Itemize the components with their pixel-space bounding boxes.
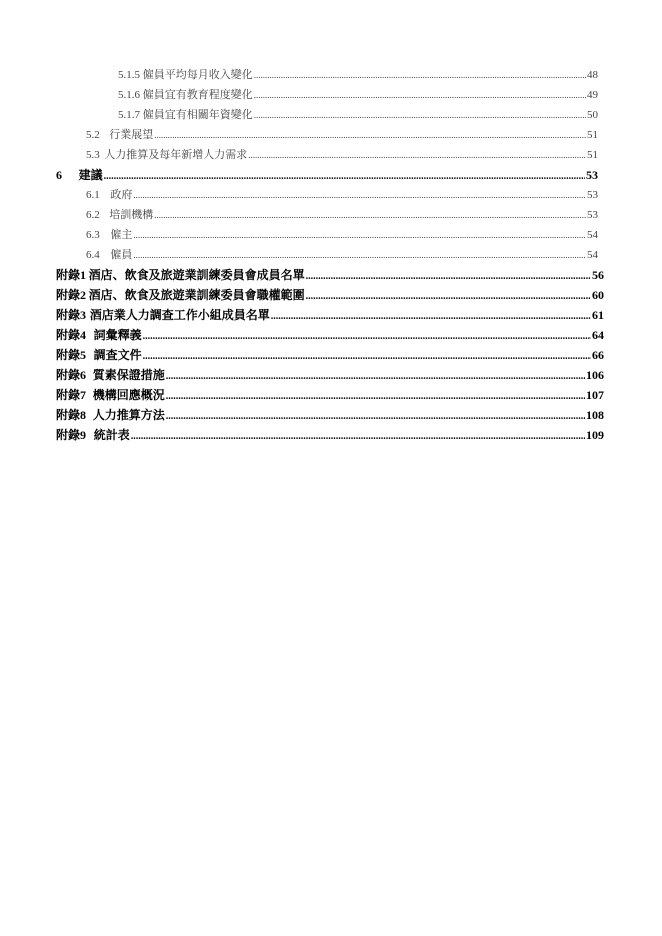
appendix-prefix: 附錄 <box>56 348 81 362</box>
toc-entry-page: 53 <box>587 209 598 221</box>
toc-appendix-8[interactable] <box>56 406 604 423</box>
dot-leader <box>166 411 585 422</box>
toc-entry-5-1-5[interactable] <box>118 66 598 82</box>
appendix-prefix: 附錄 <box>56 408 81 422</box>
toc-entry-chapter-6[interactable] <box>56 166 598 183</box>
toc-entry-5-3[interactable] <box>86 146 598 162</box>
appendix-title: 機構回應概況 <box>92 388 165 402</box>
toc-entry-page: 50 <box>587 109 598 121</box>
toc-entry-number: 5.1.6 <box>118 89 140 101</box>
toc-entry-title: 培訓機構 <box>109 209 154 221</box>
appendix-number: 2 <box>80 288 87 302</box>
appendix-page: 108 <box>586 408 604 422</box>
appendix-title: 酒店業人力調查工作小組成員名單 <box>89 308 270 322</box>
toc-entry-6-3[interactable] <box>86 226 598 242</box>
toc-entry-number: 6.4 <box>86 249 100 261</box>
dot-leader <box>133 250 586 260</box>
dot-leader <box>166 391 585 402</box>
toc-entry-title: 僱員宜有教育程度變化 <box>142 89 253 101</box>
appendix-title: 人力推算方法 <box>92 408 165 422</box>
toc-entry-number: 6 <box>56 168 62 182</box>
toc-entry-title: 僱員 <box>110 249 133 261</box>
appendix-number: 4 <box>80 328 87 342</box>
toc-entry-title: 政府 <box>110 189 133 201</box>
appendix-page: 66 <box>592 348 604 362</box>
appendix-title: 調查文件 <box>93 348 142 362</box>
toc-appendix-2[interactable] <box>56 286 604 303</box>
appendix-prefix: 附錄 <box>56 388 81 402</box>
toc-entry-page: 48 <box>587 69 598 81</box>
toc-appendix-1[interactable] <box>56 266 604 283</box>
toc-entry-page: 54 <box>587 249 598 261</box>
toc-entry-6-4[interactable] <box>86 246 598 262</box>
toc-entry-number: 5.1.5 <box>118 69 140 81</box>
dot-leader <box>104 171 585 182</box>
toc-entry-number: 6.3 <box>86 229 100 241</box>
toc-entry-title: 僱員宜有相關年資變化 <box>142 109 253 121</box>
appendix-prefix: 附錄 <box>56 308 81 322</box>
appendix-page: 109 <box>586 428 604 442</box>
toc-entry-title: 人力推算及每年新增人力需求 <box>104 149 248 161</box>
dot-leader <box>133 190 586 200</box>
toc-entry-title: 僱員平均每月收入變化 <box>142 69 253 81</box>
appendix-number: 5 <box>80 348 87 362</box>
appendix-prefix: 附錄 <box>56 328 81 342</box>
appendix-number: 8 <box>80 408 87 422</box>
toc-entry-page: 51 <box>587 129 598 141</box>
appendix-page: 64 <box>592 328 604 342</box>
dot-leader <box>143 351 591 362</box>
appendix-number: 3 <box>80 308 87 322</box>
appendix-title: 統計表 <box>93 428 130 442</box>
toc-entry-5-2[interactable] <box>86 126 598 142</box>
dot-leader <box>306 271 591 282</box>
toc-entry-title: 建議 <box>78 168 103 182</box>
dot-leader <box>306 291 591 302</box>
dot-leader <box>131 431 585 442</box>
toc-entry-number: 5.2 <box>86 129 100 141</box>
toc-entry-page: 53 <box>586 168 598 182</box>
appendix-title: 詞彙釋義 <box>93 328 142 342</box>
dot-leader <box>154 130 586 140</box>
dot-leader <box>133 230 586 240</box>
toc-entry-page: 49 <box>587 89 598 101</box>
appendix-number: 7 <box>80 388 87 402</box>
appendix-prefix: 附錄 <box>56 268 81 282</box>
toc-entry-title: 行業展望 <box>109 129 154 141</box>
toc-entry-page: 53 <box>587 189 598 201</box>
appendix-number: 1 <box>80 268 87 282</box>
appendix-prefix: 附錄 <box>56 428 81 442</box>
toc-appendix-3[interactable] <box>56 306 604 323</box>
appendix-number: 6 <box>80 368 87 382</box>
appendix-title: 酒店、飲食及旅遊業訓練委員會成員名單 <box>88 268 305 282</box>
toc-appendix-6[interactable] <box>56 366 604 383</box>
toc-entry-6-1[interactable] <box>86 186 598 202</box>
toc-entry-6-2[interactable] <box>86 206 598 222</box>
toc-appendix-9[interactable] <box>56 426 604 443</box>
toc-appendix-5[interactable] <box>56 346 604 363</box>
dot-leader <box>271 311 591 322</box>
appendix-prefix: 附錄 <box>56 288 81 302</box>
toc-entry-number: 6.1 <box>86 189 100 201</box>
dot-leader <box>254 70 586 80</box>
appendix-prefix: 附錄 <box>56 368 81 382</box>
toc-entry-number: 6.2 <box>86 209 100 221</box>
toc-entry-page: 51 <box>587 149 598 161</box>
dot-leader <box>248 150 586 160</box>
appendix-number: 9 <box>80 428 87 442</box>
appendix-page: 61 <box>592 308 604 322</box>
dot-leader <box>166 371 585 382</box>
toc-appendix-7[interactable] <box>56 386 604 403</box>
dot-leader <box>143 331 591 342</box>
appendix-page: 60 <box>592 288 604 302</box>
dot-leader <box>154 210 586 220</box>
toc-entry-number: 5.3 <box>86 149 100 161</box>
appendix-page: 107 <box>586 388 604 402</box>
toc-entry-number: 5.1.7 <box>118 109 140 121</box>
toc-entry-5-1-6[interactable] <box>118 86 598 102</box>
toc-entry-page: 54 <box>587 229 598 241</box>
toc-appendix-4[interactable] <box>56 326 604 343</box>
appendix-title: 酒店、飲食及旅遊業訓練委員會職權範圍 <box>88 288 305 302</box>
toc-entry-title: 僱主 <box>110 229 133 241</box>
appendix-page: 56 <box>592 268 604 282</box>
appendix-title: 質素保證措施 <box>92 368 165 382</box>
dot-leader <box>254 110 586 120</box>
appendix-page: 106 <box>586 368 604 382</box>
toc-entry-5-1-7[interactable] <box>118 106 598 122</box>
dot-leader <box>254 90 586 100</box>
